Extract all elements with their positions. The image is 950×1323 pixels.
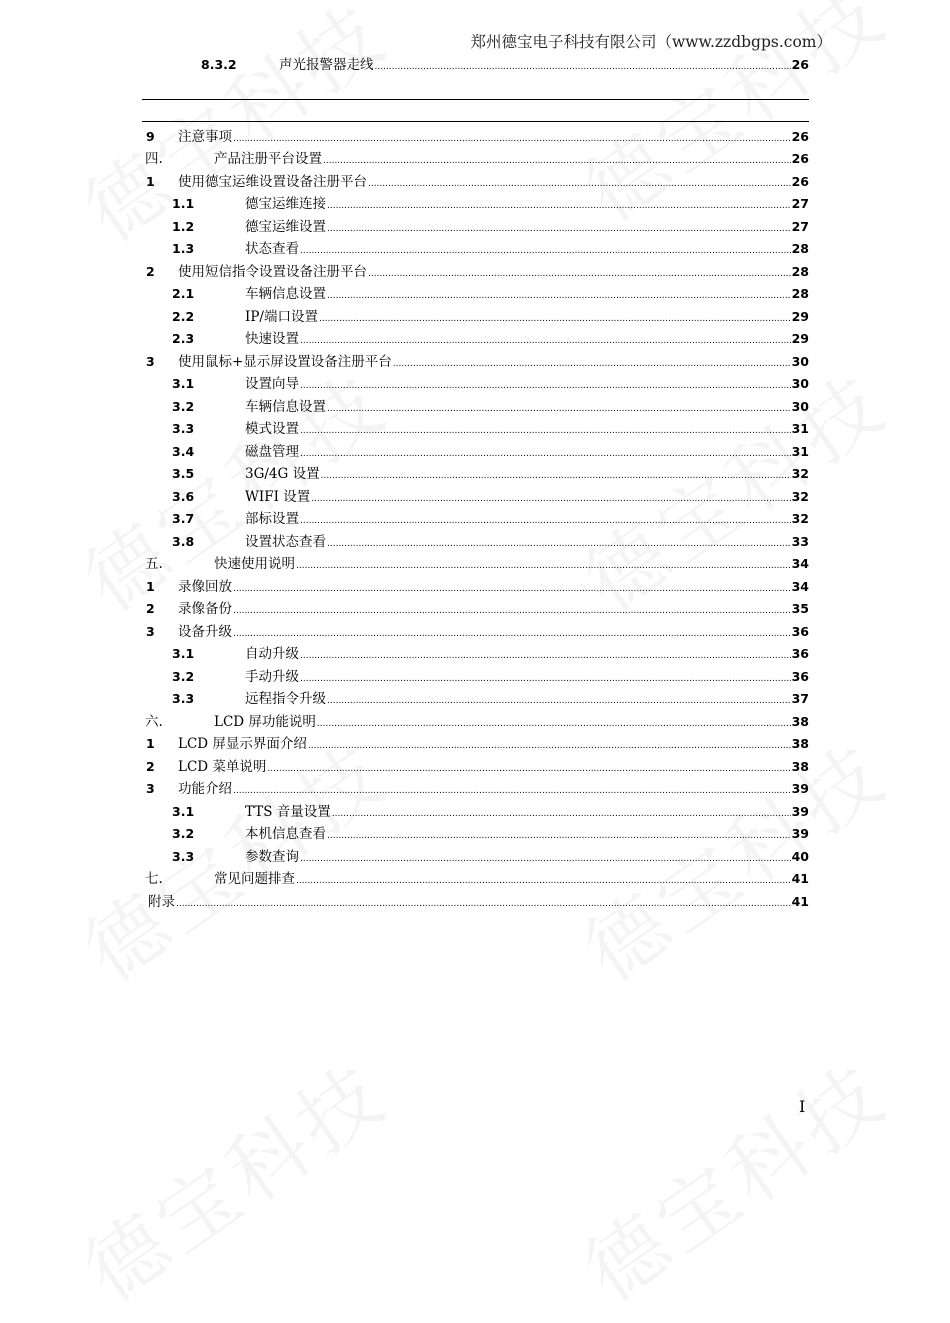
toc-entry-title: 录像备份: [178, 601, 232, 617]
toc-leader-dots: [300, 381, 791, 391]
toc-leader-dots: [296, 561, 791, 571]
toc-entry[interactable]: [142, 822, 809, 844]
toc-entry-page: 39: [791, 804, 809, 819]
watermark-text: [558, 1032, 906, 1323]
toc-entry-number: 2.2: [172, 309, 195, 324]
page-header: 郑州德宝电子科技有限公司（www.zzdbgps.com）: [470, 33, 832, 51]
toc-entry-page: 36: [791, 624, 809, 639]
toc-leader-dots: [368, 269, 791, 279]
toc-entry-number: 3.3: [172, 849, 195, 864]
toc-entry-title: 设备升级: [178, 624, 232, 640]
toc-entry-page: 26: [791, 174, 809, 189]
toc-entry-page: 36: [791, 646, 809, 661]
toc-leader-dots: [317, 719, 791, 729]
toc-entry-title: LCD 菜单说明: [178, 759, 267, 775]
toc-leader-dots: [323, 156, 791, 166]
toc-entry-number: 2: [146, 264, 155, 279]
toc-entry-title: 磁盘管理: [245, 444, 299, 460]
toc-entry-title: 模式设置: [245, 421, 299, 437]
toc-entry-number: 七.: [145, 871, 163, 887]
toc-entry-page: 41: [791, 871, 809, 886]
toc-entry[interactable]: [142, 800, 809, 822]
toc-leader-dots: [327, 201, 791, 211]
toc-entry-number: 3.2: [172, 399, 195, 414]
toc-entry-number: 2: [146, 759, 155, 774]
toc-entry-number: 1: [146, 736, 155, 751]
toc-entry-page: 27: [791, 219, 809, 234]
toc-leader-dots: [300, 651, 791, 661]
toc-entry-number: 3.2: [172, 669, 195, 684]
toc-entry-number: 1.1: [172, 196, 195, 211]
toc-entry-title: 德宝运维连接: [245, 196, 326, 212]
toc-entry-page: 30: [791, 376, 809, 391]
toc-entry[interactable]: [142, 215, 809, 237]
toc-entry-page: 29: [791, 309, 809, 324]
toc-entry-title: 本机信息查看: [245, 826, 326, 842]
toc-entry-number: 1.3: [172, 241, 195, 256]
toc-entry-number: 3.8: [172, 534, 195, 549]
toc-entry-number: 3.7: [172, 511, 195, 526]
toc-entry[interactable]: [142, 485, 809, 507]
toc-entry-number: 3.2: [172, 826, 195, 841]
toc-leader-dots: [296, 876, 791, 886]
toc-entry-page: 27: [791, 196, 809, 211]
toc-entry-page: 29: [791, 331, 809, 346]
toc-entry-title: 自动升级: [245, 646, 299, 662]
toc-entry-title: 车辆信息设置: [245, 399, 326, 415]
toc-leader-dots: [300, 426, 791, 436]
toc-entry[interactable]: [142, 687, 809, 709]
toc-entry-number: 3: [146, 624, 155, 639]
toc-entry-number: 1: [146, 174, 155, 189]
toc-entry-number: 1: [146, 579, 155, 594]
toc-entry-title: 使用德宝运维设置设备注册平台: [178, 174, 367, 190]
toc-entry-title: 附录: [148, 894, 175, 910]
toc-entry-number: 2.3: [172, 331, 195, 346]
toc-entry-number: 3.3: [172, 421, 195, 436]
toc-entry-page: 31: [791, 444, 809, 459]
toc-entry[interactable]: [142, 710, 809, 732]
toc-entry-title: 状态查看: [245, 241, 299, 257]
toc-entry-page: 33: [791, 534, 809, 549]
toc-entry-title: 使用短信指令设置设备注册平台: [178, 264, 367, 280]
toc-leader-dots: [233, 584, 791, 594]
toc-entry[interactable]: [142, 665, 809, 687]
toc-entry[interactable]: [142, 170, 809, 192]
separator-line-top: [142, 99, 809, 100]
page-number: I: [799, 1097, 806, 1116]
toc-entry-page: 40: [791, 849, 809, 864]
toc-entry-title: 快速使用说明: [214, 556, 295, 572]
toc-entry-number: 3.6: [172, 489, 195, 504]
toc-entry-title: 设置状态查看: [245, 534, 326, 550]
toc-entry-title: TTS 音量设置: [245, 804, 331, 820]
toc-entry[interactable]: [142, 507, 809, 529]
toc-leader-dots: [319, 314, 791, 324]
toc-leader-dots: [308, 741, 791, 751]
watermark-text: [58, 1032, 406, 1323]
toc-entry[interactable]: [142, 147, 809, 169]
toc-entry-number: 3.3: [172, 691, 195, 706]
toc-entry[interactable]: [142, 462, 809, 484]
toc-entry-title: LCD 屏功能说明: [214, 714, 316, 730]
toc-entry-page: 36: [791, 669, 809, 684]
toc-leader-dots: [327, 831, 791, 841]
toc-entry-title: 3G/4G 设置: [245, 466, 320, 482]
toc-entry[interactable]: [142, 327, 809, 349]
toc-entry-title: 注意事项: [178, 129, 232, 145]
toc-entry-title: 部标设置: [245, 511, 299, 527]
toc-leader-dots: [327, 224, 791, 234]
toc-entry-number: 9: [146, 129, 155, 144]
toc-leader-dots: [300, 246, 791, 256]
toc-leader-dots: [300, 449, 791, 459]
toc-entry[interactable]: [142, 777, 809, 799]
toc-entry-number: 3: [146, 781, 155, 796]
toc-entry-number: 五.: [145, 556, 163, 572]
toc-leader-dots: [233, 786, 791, 796]
toc-entry-number: 3.1: [172, 804, 195, 819]
toc-entry-page: 38: [791, 759, 809, 774]
toc-entry[interactable]: [142, 237, 809, 259]
toc-leader-dots: [233, 629, 791, 639]
toc-entry-title: 快速设置: [245, 331, 299, 347]
toc-entry-title: 车辆信息设置: [245, 286, 326, 302]
toc-entry-title: 参数查询: [245, 849, 299, 865]
toc-entry-number: 2: [146, 601, 155, 616]
toc-entry-title: 设置向导: [245, 376, 299, 392]
toc-entry-number: 3.5: [172, 466, 195, 481]
toc-entry[interactable]: [142, 755, 809, 777]
toc-leader-dots: [321, 471, 791, 481]
toc-entry-page: 32: [791, 511, 809, 526]
toc-entry-title: 声光报警器走线: [279, 57, 374, 73]
toc-entry-page: 28: [791, 286, 809, 301]
separator-line-bottom: [142, 121, 809, 122]
toc-entry-number: 1.2: [172, 219, 195, 234]
toc-entry-title: 功能介绍: [178, 781, 232, 797]
toc-leader-dots: [327, 291, 791, 301]
toc-entry-number: 3.1: [172, 376, 195, 391]
toc-entry-page: 39: [791, 826, 809, 841]
toc-entry-title: 录像回放: [178, 579, 232, 595]
toc-leader-dots: [327, 696, 791, 706]
toc-entry[interactable]: [142, 867, 809, 889]
toc-leader-dots: [368, 179, 791, 189]
toc-entry[interactable]: [142, 125, 809, 147]
toc-leader-dots: [233, 606, 791, 616]
toc-entry[interactable]: [142, 890, 809, 912]
toc-entry-page: 39: [791, 781, 809, 796]
toc-entry[interactable]: [142, 282, 809, 304]
toc-entry-page: 28: [791, 264, 809, 279]
toc-entry-number: 3.4: [172, 444, 195, 459]
toc-leader-dots: [176, 899, 791, 909]
toc-entry-page: 41: [791, 894, 809, 909]
toc-entry-number: 3.1: [172, 646, 195, 661]
toc-entry[interactable]: [142, 530, 809, 552]
toc-entry-page: 30: [791, 354, 809, 369]
toc-leader-dots: [311, 494, 790, 504]
toc-entry-page: 32: [791, 489, 809, 504]
toc-entry-title: 手动升级: [245, 669, 299, 685]
toc-entry-title: 德宝运维设置: [245, 219, 326, 235]
toc-entry[interactable]: [142, 845, 809, 867]
toc-leader-dots: [267, 764, 790, 774]
toc-entry[interactable]: [142, 620, 809, 642]
toc-entry-number: 8.3.2: [201, 57, 237, 72]
toc-entry-title: LCD 屏显示界面介绍: [178, 736, 307, 752]
toc-entry-title: 常见问题排查: [214, 871, 295, 887]
toc-entry[interactable]: [142, 350, 809, 372]
toc-entry[interactable]: [142, 440, 809, 462]
toc-entry-page: 38: [791, 736, 809, 751]
toc-leader-dots: [300, 516, 791, 526]
toc-entry-page: 38: [791, 714, 809, 729]
toc-entry-page: 28: [791, 241, 809, 256]
toc-leader-dots: [300, 854, 791, 864]
toc-entry-page: 30: [791, 399, 809, 414]
toc-entry-number: 六.: [145, 714, 163, 730]
toc-entry-title: 使用鼠标+显示屏设置设备注册平台: [178, 354, 392, 370]
toc-entry-page: 35: [791, 601, 809, 616]
toc-leader-dots: [375, 62, 791, 72]
toc-entry[interactable]: [142, 597, 809, 619]
toc-entry-page: 26: [791, 151, 809, 166]
toc-entry-title: 远程指令升级: [245, 691, 326, 707]
toc-entry[interactable]: [142, 417, 809, 439]
toc-entry[interactable]: [142, 192, 809, 214]
toc-entry-page: 26: [791, 57, 809, 72]
toc-entry-page: 31: [791, 421, 809, 436]
toc-entry[interactable]: [142, 552, 809, 574]
toc-entry[interactable]: [142, 305, 809, 327]
toc-entry-page: 37: [791, 691, 809, 706]
toc-entry[interactable]: [142, 395, 809, 417]
toc-leader-dots: [327, 539, 791, 549]
toc-entry[interactable]: [142, 575, 809, 597]
toc-leader-dots: [393, 359, 791, 369]
toc-entry[interactable]: [142, 732, 809, 754]
toc-entry[interactable]: [142, 642, 809, 664]
toc-entry[interactable]: [142, 53, 809, 75]
toc-entry-number: 四.: [145, 151, 163, 167]
toc-entry-page: 34: [791, 556, 809, 571]
toc-leader-dots: [332, 809, 791, 819]
toc-entry-number: 2.1: [172, 286, 195, 301]
toc-leader-dots: [327, 404, 791, 414]
toc-leader-dots: [300, 336, 791, 346]
toc-entry-title: WIFI 设置: [245, 489, 311, 505]
toc-entry[interactable]: [142, 372, 809, 394]
toc-entry-page: 34: [791, 579, 809, 594]
toc-entry-page: 32: [791, 466, 809, 481]
toc-entry[interactable]: [142, 260, 809, 282]
toc-leader-dots: [233, 134, 791, 144]
toc-entry-title: IP/端口设置: [245, 309, 318, 325]
toc-entry-title: 产品注册平台设置: [214, 151, 322, 167]
toc-entry-number: 3: [146, 354, 155, 369]
toc-entry-page: 26: [791, 129, 809, 144]
toc-leader-dots: [300, 674, 791, 684]
